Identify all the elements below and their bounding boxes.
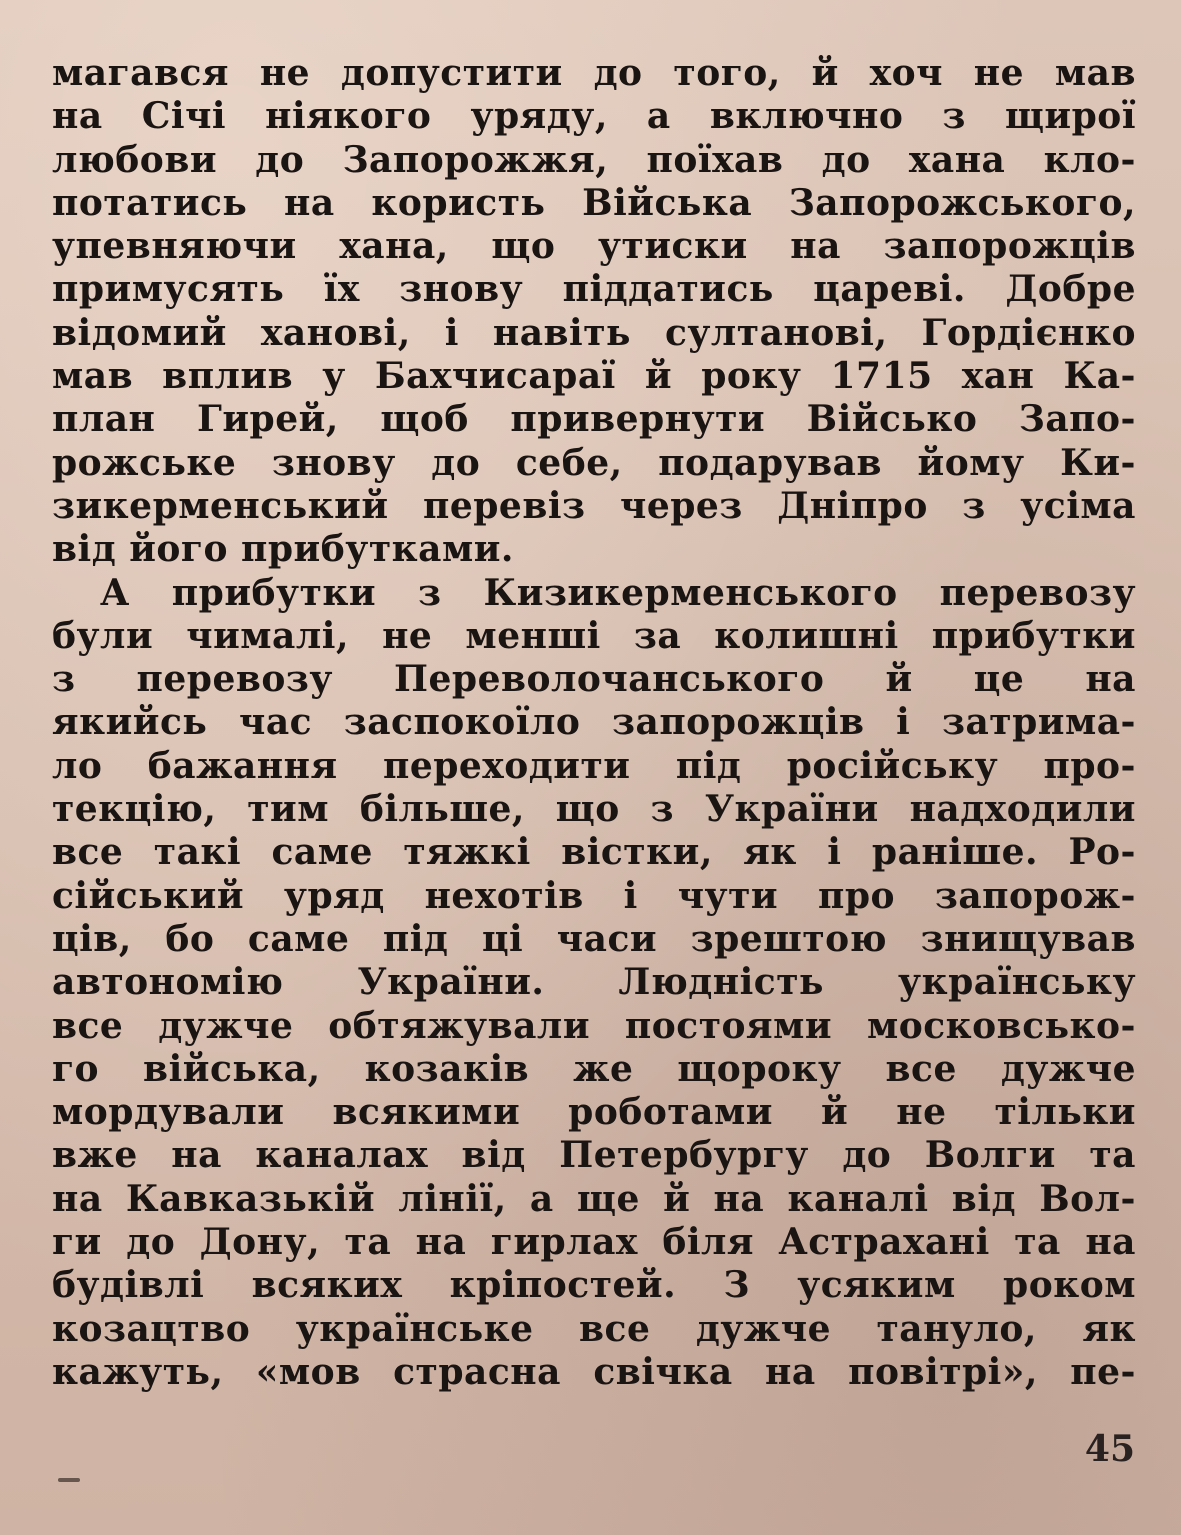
text-line: вже на каналах від Петербургу до Волги та xyxy=(52,1134,1136,1177)
text-line: ців, бо саме під ці часи зрештою знищував xyxy=(52,917,1136,960)
text-line: мав вплив у Бахчисараї й року 1715 хан Ка- xyxy=(52,355,1136,398)
paragraph-start-line: А прибутки з Кизикерменського перевозу xyxy=(100,571,1136,614)
ink-speck xyxy=(58,1478,80,1482)
text-line: мордували всякими роботами й не тільки xyxy=(52,1091,1136,1134)
text-line: автономію України. Людність українську xyxy=(52,961,1136,1004)
text-line: будівлі всяких кріпостей. З усяким роком xyxy=(52,1264,1136,1307)
text-line: ло бажання переходити під російську про- xyxy=(52,744,1136,787)
text-line: козацтво українське все дужче тануло, як xyxy=(52,1307,1136,1350)
text-line: план Гирей, щоб привернути Військо Запо- xyxy=(52,398,1136,441)
text-line: ги до Дону, та на гирлах біля Астрахані та на xyxy=(52,1221,1136,1264)
text-line: все дужче обтяжували постоями московсько- xyxy=(52,1004,1136,1047)
body-text xyxy=(52,52,1136,1394)
text-line: примусять їх знову піддатись цареві. Добре xyxy=(52,268,1136,311)
text-line: відомий ханові, і навіть султанові, Гордієнко xyxy=(52,311,1136,354)
text-line: з перевозу Переволочанського й це на xyxy=(52,658,1136,701)
text-line: магався не допустити до того, й хоч не мав xyxy=(52,52,1136,94)
text-line: все такі саме тяжкі вістки, як і раніше. Ро- xyxy=(52,831,1136,874)
text-line: були чималі, не менші за колишні прибутки xyxy=(52,614,1136,657)
text-line: любови до Запорожжя, поїхав до хана кло- xyxy=(52,138,1136,181)
text-line: якийсь час заспокоїло запорожців і затрима- xyxy=(52,701,1136,744)
text-line: кажуть, «мов страсна свічка на повітрі», пе- xyxy=(52,1350,1136,1393)
paragraph-end-line: від його прибутками. xyxy=(52,528,514,571)
text-line: зикерменський перевіз через Дніпро з усіма xyxy=(52,484,1136,527)
text-line: рожське знову до себе, подарував йому Ки- xyxy=(52,441,1136,484)
text-line: потатись на користь Війська Запорожського, xyxy=(52,181,1136,224)
text-line: го війська, козаків же щороку все дужче xyxy=(52,1047,1136,1090)
text-line: упевняючи хана, що утиски на запорожців xyxy=(52,225,1136,268)
text-line: на Січі ніякого уряду, а включно з щирої xyxy=(52,95,1136,138)
text-line: текцію, тим більше, що з України надходили xyxy=(52,788,1136,831)
text-line: на Кавказькій лінії, а ще й на каналі від Вол- xyxy=(52,1177,1136,1220)
text-line: сійський уряд нехотів і чути про запорож- xyxy=(52,874,1136,917)
page-number: 45 xyxy=(1084,1428,1135,1470)
